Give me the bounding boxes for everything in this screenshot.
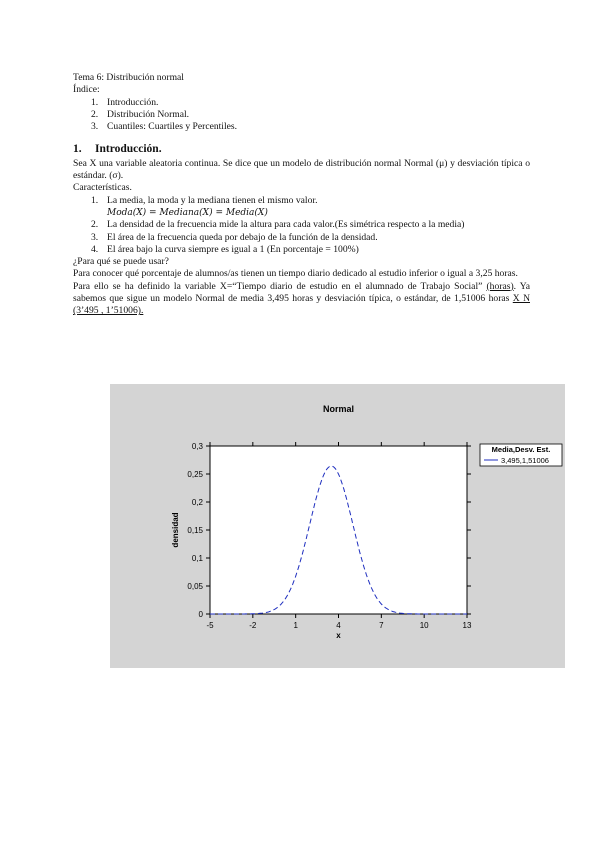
x-tick-label: 13 xyxy=(462,621,472,630)
characteristic-item: 1. La media, la moda y la mediana tienen el mismo valor. xyxy=(91,194,318,206)
normal-chart xyxy=(110,384,565,668)
intro-paragraph: Sea X una variable aleatoria continua. Se dice que un modelo de distribución normal Normal (μ) y desviación típica o estándar. (σ). xyxy=(73,157,530,182)
chart-svg xyxy=(110,384,565,668)
characteristics-list-cont xyxy=(73,219,530,256)
y-tick-label: 0,05 xyxy=(187,582,203,591)
plot-area xyxy=(210,446,467,614)
index-item: 2. Distribución Normal. xyxy=(91,108,190,120)
document-body xyxy=(73,72,530,318)
y-tick-label: 0 xyxy=(198,610,203,619)
characteristics-list xyxy=(73,195,530,207)
index-item: 3. Cuantiles: Cuartiles y Percentiles. xyxy=(91,121,238,133)
characteristics-label: Características. xyxy=(73,182,132,194)
y-tick-label: 0,3 xyxy=(191,442,203,451)
index-item: 1. Introducción. xyxy=(91,96,159,108)
use-paragraph: Para conocer qué porcentaje de alumnos/as tienen un tiempo diario dedicado al estudio inferior o igual a 3,25 horas. xyxy=(73,268,518,280)
unit-text: (horas) xyxy=(486,280,514,292)
legend-title: Media,Desv. Est. xyxy=(491,445,551,454)
x-tick-label: -2 xyxy=(249,621,257,630)
y-axis-label: densidad xyxy=(171,512,180,548)
topic-title: Tema 6: Distribución normal xyxy=(73,72,184,83)
distribution-notation: X N (3’495 , 1’51006). xyxy=(73,293,530,317)
characteristic-item: 2. La densidad de la frecuencia mide la altura para cada valor.(Es simétrica respecto a la media) xyxy=(91,219,465,231)
y-tick-label: 0,2 xyxy=(191,498,203,507)
index-label: Índice: xyxy=(73,84,100,96)
legend-entry: 3,495,1,51006 xyxy=(501,456,549,465)
index-item-label: Introducción. xyxy=(107,96,159,108)
x-tick-label: 10 xyxy=(419,621,429,630)
formula: Moda(X) = Mediana(X) = Media(X) xyxy=(107,207,268,218)
x-axis-label: x xyxy=(336,631,341,640)
example-paragraph: Para ello se ha definido la variable X=“Tiempo diario de estudio en el alumnado de Trabajo Social” (horas). Ya sabemos que sigue un modelo Normal de media 3,495 horas y desviación típica, o estándar, de 1,51006 horas X N (3’495 , 1’51006). xyxy=(73,280,530,317)
x-tick-label: 7 xyxy=(379,621,384,630)
y-tick-label: 0,25 xyxy=(187,470,203,479)
index-list xyxy=(73,97,530,134)
question: ¿Para qué se puede usar? xyxy=(73,256,169,268)
chart-title: Normal xyxy=(322,404,355,414)
y-tick-label: 0,15 xyxy=(187,526,203,535)
characteristic-item: 3. El área de la frecuencia queda por debajo de la función de la densidad. xyxy=(91,231,378,243)
index-item-label: Distribución Normal. xyxy=(107,108,190,120)
x-tick-label: 1 xyxy=(293,621,298,630)
x-tick-label: 4 xyxy=(336,621,341,630)
section-heading: 1. Introducción. xyxy=(73,143,162,156)
characteristic-item: 4. El área bajo la curva siempre es igual a 1 (En porcentaje = 100%) xyxy=(91,243,359,255)
index-item-label: Cuantiles: Cuartiles y Percentiles. xyxy=(107,121,238,133)
y-tick-label: 0,1 xyxy=(191,554,203,563)
x-tick-label: -5 xyxy=(206,621,214,630)
